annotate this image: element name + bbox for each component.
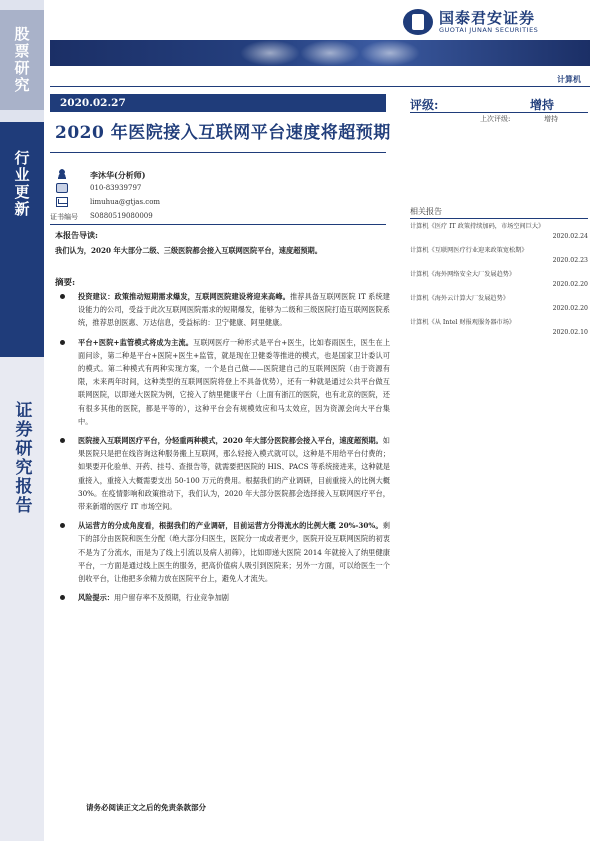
person-icon xyxy=(56,169,68,179)
header-banner xyxy=(50,40,590,66)
bullet-lead: 投资建议：政策推动短期需求爆发，互联网医院建设将迎来高峰。 xyxy=(78,292,290,301)
analyst-info xyxy=(50,168,386,224)
certificate-label: 证书编号 xyxy=(50,213,78,221)
rating-value: 增持 xyxy=(530,98,555,112)
left-sidebar xyxy=(0,0,44,841)
related-report-date: 2020.02.23 xyxy=(552,257,588,264)
sidebar-securities-report-label: 证券研究报告 xyxy=(11,401,32,515)
bullet-text: 如果医院只是把在线咨询这种服务搬上互联网，那么轻接入模式就可以，这种是不用给平台付费的；如果要开化验单、开药、挂号、查报告等，就需要把医院的 HIS、PACS 等系统接进来，这种就是重接入，重接入大概需要支出 50-100 万元的费用。根据我们的产业调研，目前重接入的比例大概 30%。在疫情影响和政策推动下，我们认为，2020 年大部分医院都会选择接入互联网医疗平台，带来新增的医疗 IT 市场空间。 xyxy=(78,436,390,512)
logo-english-name: GUOTAI JUNAN SECURITIES xyxy=(439,26,539,34)
sidebar-industry-update-block xyxy=(0,122,44,357)
disclaimer-footer: 请务必阅读正文之后的免责条款部分 xyxy=(86,803,206,812)
related-reports-heading: 相关报告 xyxy=(410,207,442,216)
related-report-title[interactable]: 计算机《从 Intel 财报观服务器市场》 xyxy=(410,319,516,326)
sidebar-stock-research-label: 股票研究 xyxy=(0,10,44,110)
summary-bullet xyxy=(60,290,390,330)
related-report-item[interactable] xyxy=(410,246,588,266)
summary-bullet xyxy=(60,591,390,604)
bullet-text: 剩下的部分由医院和医生分配（绝大部分归医生，医院分一成或者更少，医院开设互联网医院的初衷不是为了分流水，而是为了线上引流以及病人初筛），比如即递大医院 2014 年就接入了纳里健康平台，一方面是通过线上医生的服务，把高价值病人吸引到医院来；另外一方面，可以给医生一个创收平台，让他把多余精力放在医院平台上，避免人才流失。 xyxy=(78,521,390,584)
analyst-divider xyxy=(50,224,386,225)
sidebar-bottom-block xyxy=(0,357,44,841)
analyst-phone: 010-83939797 xyxy=(90,184,142,192)
bullet-dot-icon xyxy=(60,595,65,600)
logo-chinese-name: 国泰君安证券 xyxy=(439,9,536,27)
related-report-item[interactable] xyxy=(410,318,588,338)
previous-rating-value: 增持 xyxy=(544,115,558,123)
related-report-date: 2020.02.24 xyxy=(552,233,588,240)
related-report-item[interactable] xyxy=(410,222,588,242)
industry-label: 计算机 xyxy=(557,75,581,84)
related-report-date: 2020.02.10 xyxy=(552,329,588,336)
bullet-lead: 平台+医院+监管模式将成为主流。 xyxy=(78,337,194,347)
summary-bullet xyxy=(60,519,390,585)
logo-icon xyxy=(403,9,433,35)
bullet-text: 互联网医疗一种形式是平台+医生，比如春雨医生，医生在上面问诊，第二种是平台+医院+医生+监管，就是现在卫健委等推进的模式，也是国家卫计委认可的模式。第二种模式有两种实现方案，一个是自己做——医院建自己的互联网医院（由于资源有限，未来两年时间，这种类型的互联网医院将登上不具备优势），还有一种就是通过公共平台做互联网医院，以即递大医院为例，它接入了纳里健康平台（上面有浙江的医院，也有北京的医院，还有很多其他的医院，都是平等的），这种平台会有规模效应和马太效应，因为资源会向大平台集中。 xyxy=(78,337,391,426)
related-report-title[interactable]: 计算机《医疗 IT 政策持续加码，市场空间巨大》 xyxy=(410,223,545,230)
related-report-title[interactable]: 计算机《海外网络安全大厂发展趋势》 xyxy=(410,271,516,278)
phone-icon xyxy=(56,183,68,193)
rating-divider xyxy=(410,112,588,113)
bullet-lead: 从运营方的分成角度看，根据我们的产业调研，目前运营方分得流水的比例大概 20%-30%。 xyxy=(78,521,383,531)
related-report-item[interactable] xyxy=(410,294,588,314)
summary-heading: 摘要: xyxy=(55,278,76,288)
summary-bullet xyxy=(60,434,390,513)
bullet-text: 推荐具备互联网医院 IT 系统建设能力的公司，受益于此次互联网医院需求的短期爆发，能够为二级和三级医院打造互联网医院系统，推荐思创医惠、万达信息，受益标的：卫宁健康、阿里健康。 xyxy=(78,292,390,328)
rating-label: 评级: xyxy=(410,98,439,112)
previous-rating-label: 上次评级: xyxy=(480,115,511,123)
summary-bullet xyxy=(60,336,390,428)
related-report-item[interactable] xyxy=(410,270,588,290)
related-report-date: 2020.02.20 xyxy=(552,281,588,288)
guide-heading: 本报告导读: xyxy=(55,230,98,240)
guide-text: 我们认为，2020 年大部分二级、三级医院都会接入互联网医院平台，速度超预期。 xyxy=(55,246,322,255)
bullet-lead: 风险提示： xyxy=(78,593,114,603)
title-divider xyxy=(50,152,386,153)
report-title: 2020 年医院接入互联网平台速度将超预期 xyxy=(55,123,391,143)
related-report-date: 2020.02.20 xyxy=(552,305,588,312)
summary-list xyxy=(60,290,390,610)
related-divider xyxy=(410,218,588,219)
bullet-text: 用户留存率不及预期，行业竞争加剧 xyxy=(113,593,229,603)
mail-icon xyxy=(56,197,68,207)
header-divider xyxy=(50,86,590,87)
related-report-title[interactable]: 计算机《互联网医疗行业迎来政策宽松期》 xyxy=(410,247,528,254)
company-logo xyxy=(403,8,588,36)
bullet-dot-icon xyxy=(60,523,65,528)
related-report-title[interactable]: 计算机《海外云计算大厂发展趋势》 xyxy=(410,295,509,302)
sidebar-industry-update-label: 行业更新 xyxy=(12,150,31,218)
report-date: 2020.02.27 xyxy=(50,94,386,112)
related-reports-list xyxy=(410,222,588,342)
bullet-dot-icon xyxy=(60,438,65,443)
analyst-name: 李沐华(分析师) xyxy=(90,170,146,180)
analyst-email[interactable]: limuhua@gtjas.com xyxy=(90,198,161,206)
bullet-lead: 医院接入互联网医疗平台，分轻重两种模式，2020 年大部分医院都会接入平台，速度超预期。 xyxy=(78,436,383,446)
bullet-dot-icon xyxy=(60,340,65,345)
bullet-dot-icon xyxy=(60,294,65,299)
certificate-number: S0880519080009 xyxy=(90,212,153,220)
sidebar-top-block xyxy=(0,0,44,122)
